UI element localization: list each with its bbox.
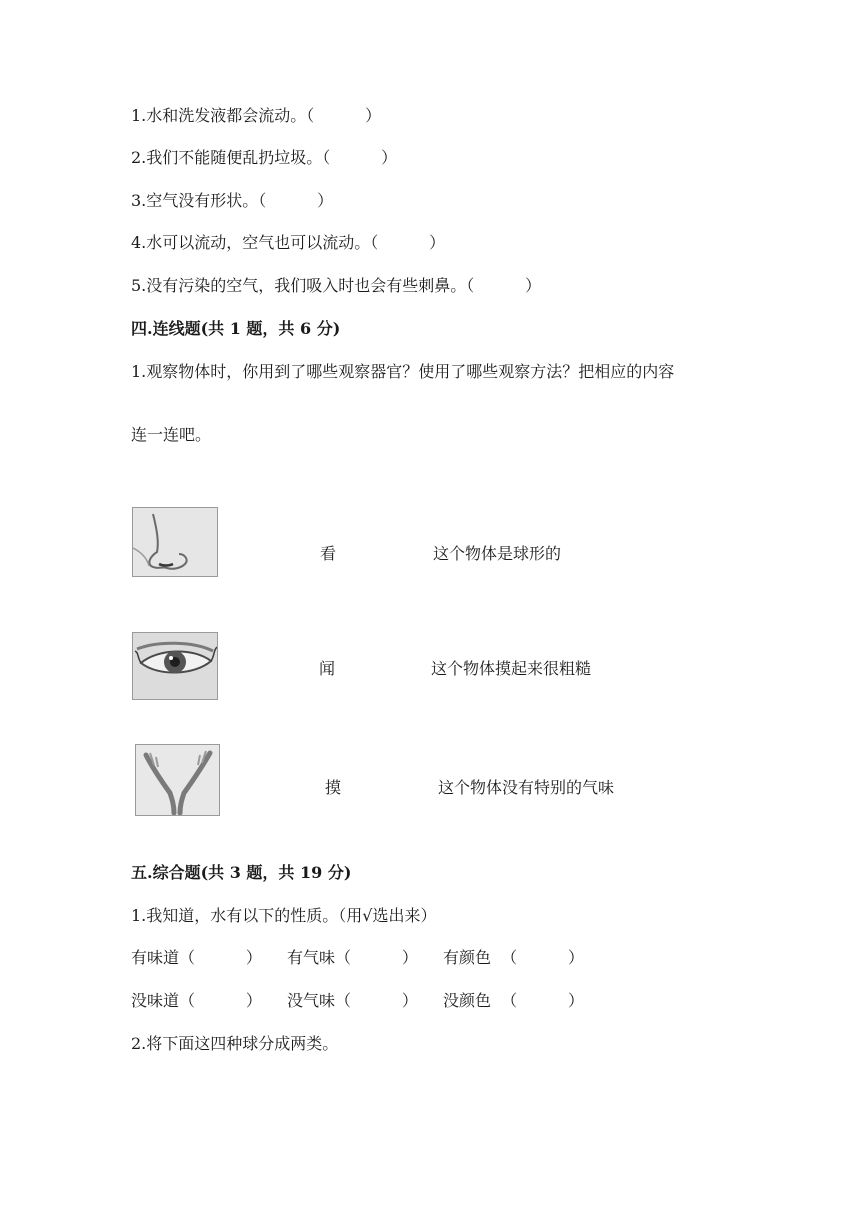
- eye-icon: [132, 632, 218, 700]
- option-has-smell: 有气味（ ）: [287, 948, 418, 967]
- judgment-item-2: 2.我们不能随便乱扔垃圾。（ ）: [131, 148, 398, 167]
- section4-question-line1: 1.观察物体时，你用到了哪些观察器官？使用了哪些观察方法？把相应的内容: [131, 362, 675, 381]
- section5-question-1: 1.我知道，水有以下的性质。（用√选出来）: [131, 906, 437, 925]
- option-no-smell: 没气味（ ）: [287, 991, 418, 1010]
- description-rough: 这个物体摸起来很粗糙: [431, 659, 592, 678]
- hands-icon: [135, 744, 220, 816]
- section5-heading: 五.综合题(共 3 题，共 19 分): [131, 863, 352, 882]
- judgment-item-4: 4.水可以流动，空气也可以流动。（ ）: [131, 233, 446, 252]
- nose-icon: [132, 507, 218, 577]
- section5-question-2: 2.将下面这四种球分成两类。: [131, 1034, 339, 1053]
- description-no-smell: 这个物体没有特别的气味: [438, 778, 615, 797]
- method-smell: 闻: [319, 659, 336, 678]
- option-no-color: 没颜色 （ ）: [443, 991, 585, 1010]
- option-no-taste: 没味道（ ）: [131, 991, 262, 1010]
- judgment-item-1: 1.水和洗发液都会流动。（ ）: [131, 106, 382, 125]
- option-has-taste: 有味道（ ）: [131, 948, 262, 967]
- method-touch: 摸: [325, 778, 342, 797]
- method-look: 看: [320, 544, 337, 563]
- option-has-color: 有颜色 （ ）: [443, 948, 585, 967]
- judgment-item-3: 3.空气没有形状。（ ）: [131, 191, 334, 210]
- section4-heading: 四.连线题(共 1 题，共 6 分): [131, 319, 341, 338]
- judgment-item-5: 5.没有污染的空气，我们吸入时也会有些刺鼻。（ ）: [131, 276, 542, 295]
- description-spherical: 这个物体是球形的: [433, 544, 562, 563]
- section4-question-line2: 连一连吧。: [131, 425, 212, 444]
